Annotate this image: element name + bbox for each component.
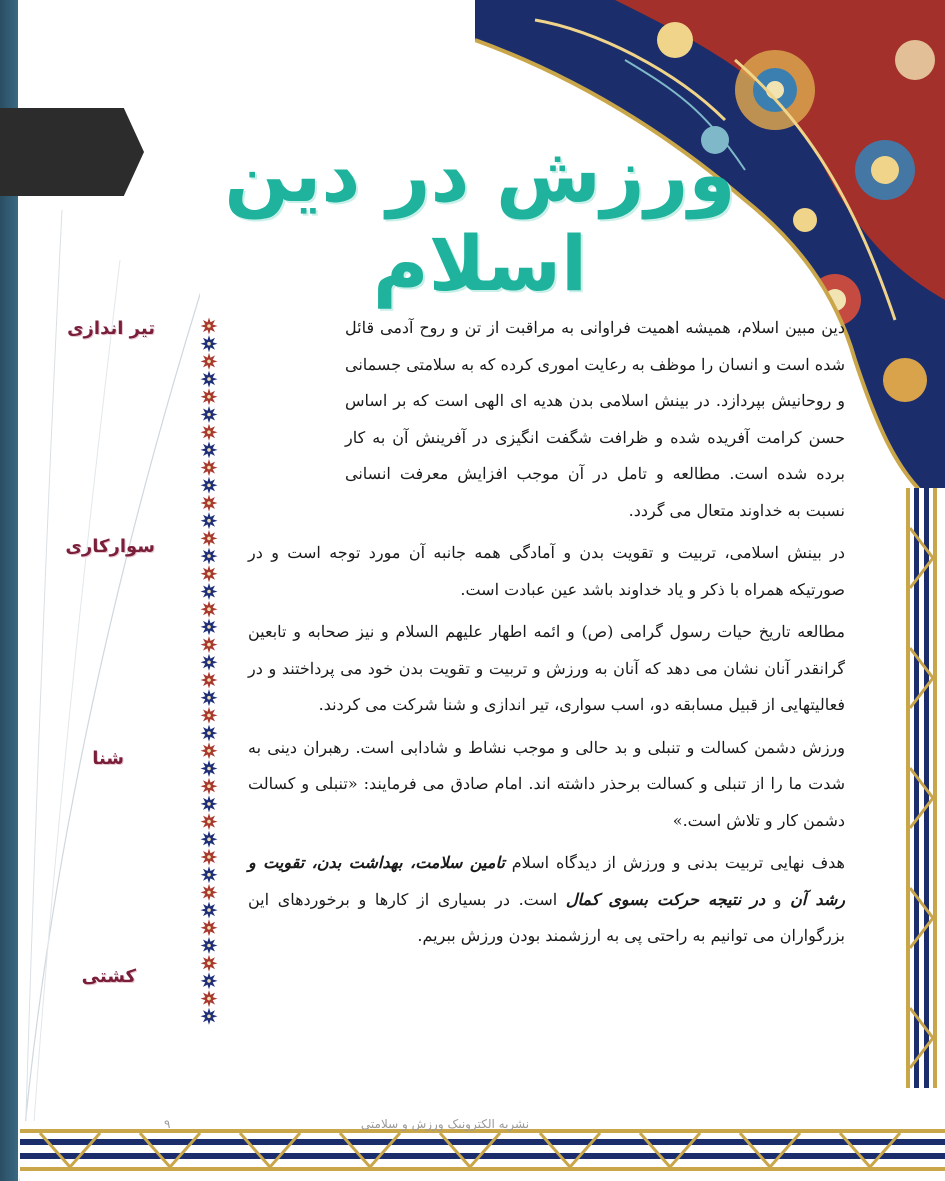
star-center-dot [207,537,211,541]
page-number: ۹ [164,1117,171,1131]
star-center-dot [207,448,211,452]
publication-footer: نشریه الکترونیک ورزش و سلامتی [360,1117,530,1131]
star-center-dot [207,802,211,806]
star-center-dot [207,926,211,930]
star-ornament-column [196,316,222,1036]
star-center-dot [207,873,211,877]
star-center-dot [207,979,211,983]
star-center-dot [207,342,211,346]
star-center-dot [207,855,211,859]
star-center-dot [207,997,211,1001]
star-center-dot [207,1015,211,1019]
star-center-dot [207,696,211,700]
star-center-dot [207,625,211,629]
side-label-wrestling: کشتی [81,966,136,987]
star-center-dot [207,484,211,488]
star-center-dot [207,324,211,328]
paragraph-5-part-1: هدف نهایی تربیت بدنی و ورزش از دیدگاه اسلام [504,853,845,872]
geometric-border-right [900,488,945,1088]
star-center-dot [207,395,211,399]
star-center-dot [207,466,211,470]
star-center-dot [207,501,211,505]
star-center-dot [207,820,211,824]
side-label-archery: تیر اندازی [67,318,155,339]
paragraph-1: دین مبین اسلام، همیشه اهمیت فراوانی به مراقبت از تن و روح آدمی قائل شده است و انسان را موظف به رعایت اموری کرده که به سلامتی جسمانی و روحانیش بپردازد. در بینش اسلامی بدن هدیه ای الهی است که بر اساس حسن کرامت آفریده شده و ظرافت شگفت انگیزی در آفرینش آن به کار برده شده است. مطالعه و تامل در آن موجب افزایش معرفت انسانی نسبت به خداوند متعال می گردد. [345,318,845,520]
paragraph-5-emphasis-1: تامین سلامت، بهداشت بدن، تقویت و رشد آن [248,853,846,909]
star-center-dot [207,430,211,434]
star-center-dot [207,413,211,417]
star-center-dot [207,643,211,647]
paragraph-3: مطالعه تاریخ حیات رسول گرامی (ص) و ائمه اطهار علیهم السلام و نیز صحابه و تابعین گرانقدر آنان نشان می دهد که آنان به ورزش و تربیت و تقویت بدن خود می پرداختند و در فعالیتهایی از قبیل مسابقه دو، اسب سواری، تیر اندازی و شنا شرکت می کردند. [248,622,845,714]
star-center-dot [207,891,211,895]
star-center-dot [207,731,211,735]
paragraph-2: در بینش اسلامی، تربیت و تقویت بدن و آمادگی همه جانبه آن مورد توجه است و در صورتیکه همراه با ذکر و یاد خداوند باشد عین عبادت است. [248,543,845,599]
article-body [248,310,845,961]
paragraph-5-part-2: و [765,889,791,909]
star-center-dot [207,572,211,576]
star-center-dot [207,749,211,753]
star-center-dot [207,661,211,665]
star-center-dot [207,714,211,718]
side-label-swimming: شنا [92,748,124,769]
star-center-dot [207,607,211,611]
paragraph-5 [248,845,845,955]
star-center-dot [207,377,211,381]
paragraph-5-emphasis-2: در نتیجه حرکت بسوی کمال [565,889,766,909]
decorative-lines [0,0,200,1181]
side-label-horse-riding: سوارکاری [65,536,155,557]
star-center-dot [207,784,211,788]
star-center-dot [207,944,211,948]
paragraph-5-part-3: است. در بسیاری از کارها و برخوردهای این بزرگواران می توانیم به راحتی پی به ارزشمند بودن ورزش ببریم. [248,889,845,945]
star-center-dot [207,360,211,364]
star-center-dot [207,519,211,523]
page-title: ورزش در دین اسلام [224,130,736,308]
star-center-dot [207,590,211,594]
star-center-dot [207,908,211,912]
star-center-dot [207,767,211,771]
star-center-dot [207,678,211,682]
star-center-dot [207,961,211,965]
paragraph-4: ورزش دشمن کسالت و تنبلی و بد حالی و موجب نشاط و شادابی است. رهبران دینی به شدت ما را از تنبلی و کسالت برحذر داشته اند. امام صادق می فرمایند: «تنبلی و کسالت دشمن کار و تلاش است.» [248,737,845,830]
star-center-dot [207,838,211,842]
star-center-dot [207,554,211,558]
